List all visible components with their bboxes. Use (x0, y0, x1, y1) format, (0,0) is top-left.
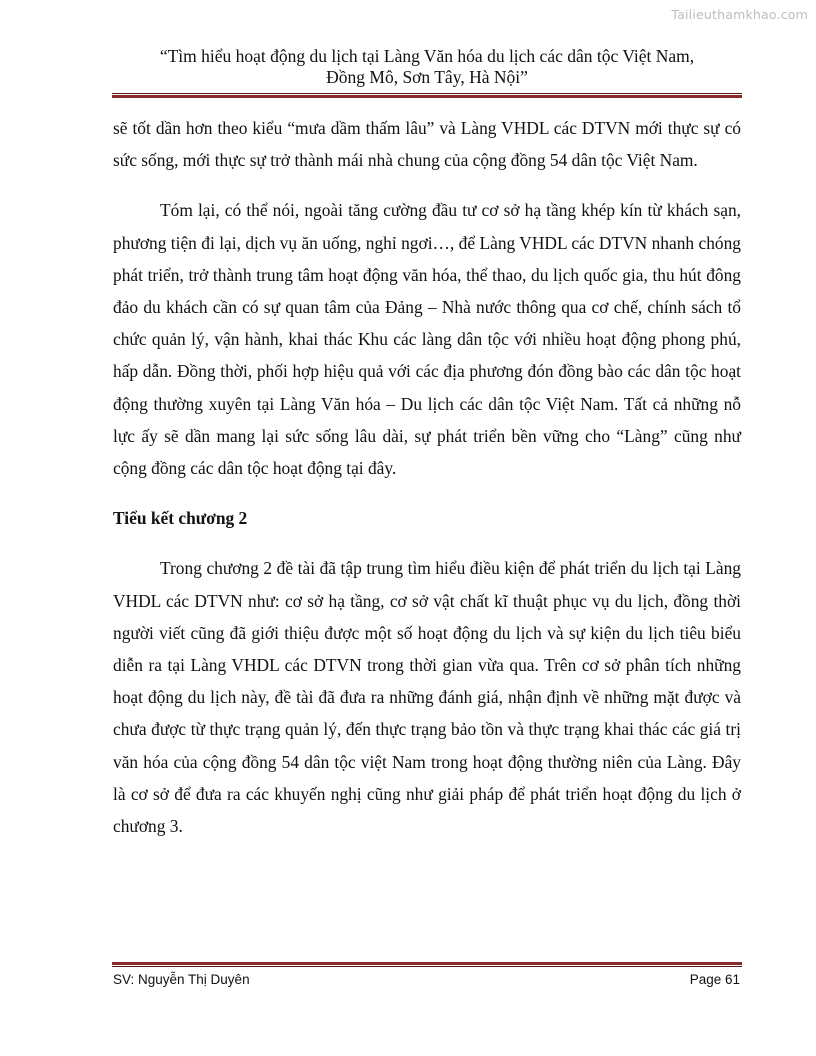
footer-author: SV: Nguyễn Thị Duyên (113, 972, 250, 987)
paragraph-summary: Tóm lại, có thể nói, ngoài tăng cường đầu tư cơ sở hạ tầng khép kín từ khách sạn, phương tiện đi lại, dịch vụ ăn uống, nghỉ ngơi…, để Làng VHDL các DTVN nhanh chóng phát triển, trở thành trung tâm hoạt động văn hóa, thể thao, du lịch quốc gia, thu hút đông đảo du khách cần có sự quan tâm của Đảng – Nhà nước thông qua cơ chế, chính sách tổ chức quản lý, vận hành, khai thác Khu các làng dân tộc với nhiều hoạt động phong phú, hấp dẫn. Đồng thời, phối hợp hiệu quả với các địa phương đón đồng bào các dân tộc hoạt động thường xuyên tại Làng Văn hóa – Du lịch các dân tộc Việt Nam. Tất cả những nỗ lực ấy sẽ dần mang lại sức sống lâu dài, sự phát triển bền vững cho “Làng” cũng như cộng đồng các dân tộc hoạt động tại đây. (113, 200, 741, 479)
header-title-line-2: Đồng Mô, Sơn Tây, Hà Nội” (326, 67, 528, 87)
document-body (113, 112, 741, 842)
paragraph-chapter-conclusion: Trong chương 2 đề tài đã tập trung tìm hiểu điều kiện để phát triển du lịch tại Làng VHDL các DTVN như: cơ sở hạ tầng, cơ sở vật chất kĩ thuật phục vụ du lịch, đồng thời người viết cũng đã giới thiệu được một số hoạt động du lịch và sự kiện du lịch tiêu biểu diễn ra tại Làng VHDL các DTVN trong thời gian vừa qua. Trên cơ sở phân tích những hoạt động du lịch này, đề tài đã đưa ra những đánh giá, nhận định về những mặt được và chưa được từ thực trạng quản lý, đến thực trạng bảo tồn và thực trạng khai thác các giá trị văn hóa của cộng đồng 54 dân tộc việt Nam trong hoạt động thường niên của Làng. Đây là cơ sở để đưa ra các khuyến nghị cũng như giải pháp để phát triển hoạt động du lịch ở chương 3. (113, 558, 741, 837)
header-title-line-1: “Tìm hiểu hoạt động du lịch tại Làng Văn hóa du lịch các dân tộc Việt Nam, (159, 46, 695, 66)
header-divider (112, 93, 742, 98)
watermark-text: Tailieuthamkhao.com (671, 7, 808, 22)
footer-page-number: Page 61 (689, 972, 740, 987)
page-header (112, 46, 742, 88)
section-heading: Tiểu kết chương 2 (113, 508, 248, 529)
paragraph-continuation: sẽ tốt dần hơn theo kiểu “mưa dầm thấm lâu” và Làng VHDL các DTVN mới thực sự có sức sống, mới thực sự trở thành mái nhà chung của cộng đồng 54 dân tộc Việt Nam. (113, 118, 741, 171)
footer-divider (112, 962, 742, 967)
